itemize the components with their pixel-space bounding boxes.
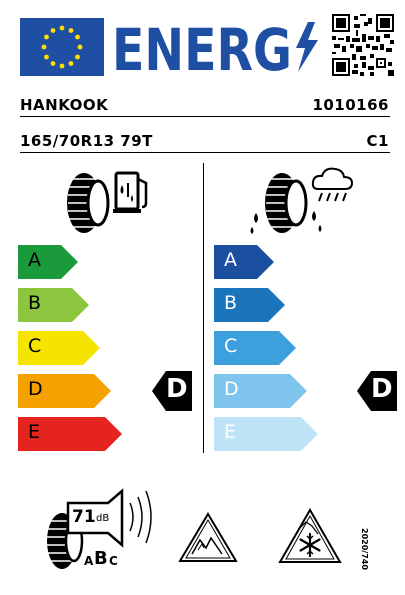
wet-class-label: B bbox=[224, 292, 238, 314]
fuel-class-a-bar bbox=[18, 245, 78, 279]
wet-class-label: C bbox=[224, 335, 238, 357]
wet-class-a-bar bbox=[214, 245, 274, 279]
wet-grip-rating-indicator bbox=[357, 371, 397, 411]
fuel-class-label: E bbox=[28, 421, 41, 443]
wet-class-label: D bbox=[224, 378, 239, 400]
fuel-rating-indicator bbox=[152, 371, 192, 411]
rain-cloud-icon bbox=[246, 163, 356, 235]
energy-logo bbox=[112, 18, 322, 76]
section-divider bbox=[203, 163, 204, 453]
noise-value: 71 bbox=[72, 507, 96, 527]
noise-unit: dB bbox=[96, 513, 110, 524]
wet-class-c-bar bbox=[214, 331, 296, 365]
divider bbox=[20, 152, 390, 153]
wet-class-label: E bbox=[224, 421, 237, 443]
wet-class-label: A bbox=[224, 249, 237, 271]
tyre-class: C1 bbox=[366, 132, 389, 150]
article-number: 1010166 bbox=[312, 96, 389, 114]
fuel-pump-icon bbox=[58, 165, 158, 235]
fuel-class-e-bar bbox=[18, 417, 122, 451]
fuel-class-b-bar bbox=[18, 288, 89, 322]
fuel-class-label: D bbox=[28, 378, 43, 400]
tyre-size: 165/70R13 79T bbox=[20, 132, 153, 150]
wet-class-b-bar bbox=[214, 288, 285, 322]
noise-section bbox=[38, 485, 163, 575]
divider bbox=[20, 116, 390, 117]
brand-name: HANKOOK bbox=[20, 96, 109, 114]
energy-title: ENERG bbox=[112, 18, 292, 76]
ice-grip-icon bbox=[278, 508, 342, 566]
noise-class-a: A bbox=[84, 554, 94, 568]
fuel-class-label: A bbox=[28, 249, 41, 271]
wet-class-d-bar bbox=[214, 374, 307, 408]
regulation-number: 2020/740 bbox=[360, 528, 369, 570]
lightning-bolt-icon bbox=[296, 22, 318, 72]
fuel-rating-value: D bbox=[166, 374, 188, 404]
snow-peak-icon bbox=[178, 510, 238, 565]
fuel-class-d-bar bbox=[18, 374, 111, 408]
wet-class-e-bar bbox=[214, 417, 318, 451]
eu-flag-icon bbox=[20, 18, 104, 76]
wet-grip-rating-value: D bbox=[371, 374, 393, 404]
fuel-class-label: C bbox=[28, 335, 42, 357]
fuel-class-label: B bbox=[28, 292, 42, 314]
noise-class-b-selected: B bbox=[94, 548, 108, 569]
noise-class-c: C bbox=[109, 554, 118, 568]
qr-code-icon bbox=[332, 14, 394, 76]
fuel-class-c-bar bbox=[18, 331, 100, 365]
